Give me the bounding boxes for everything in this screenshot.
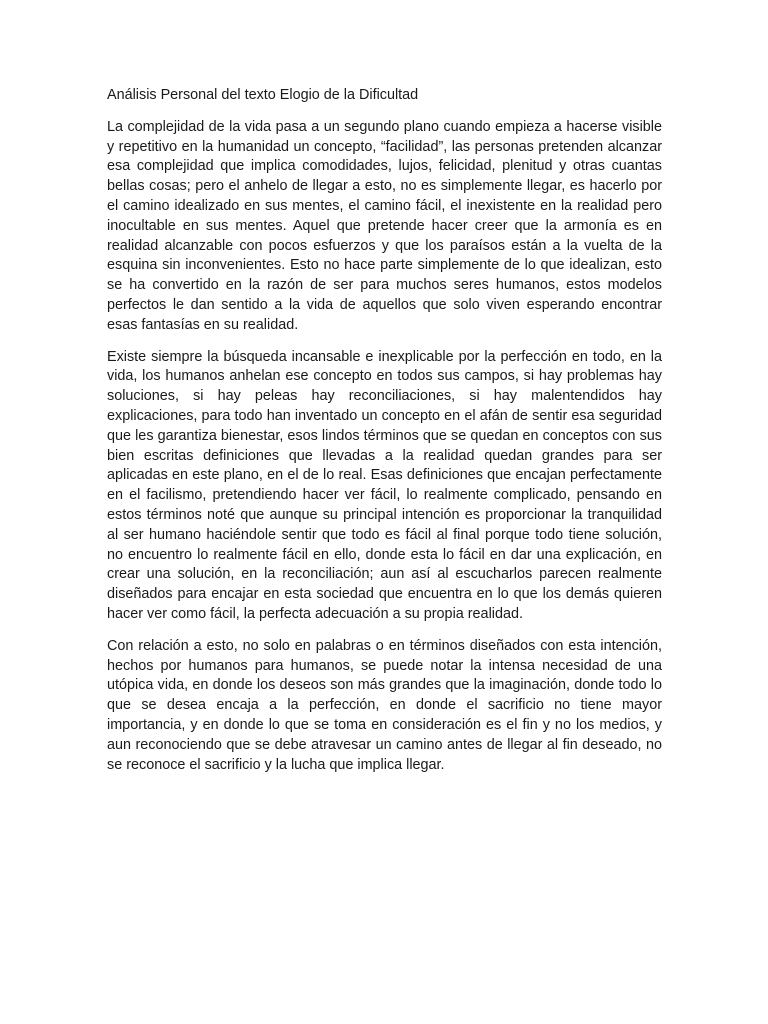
- paragraph-3: Con relación a esto, no solo en palabras o en términos diseñados con esta intención, hechos por humanos para humanos, se puede notar la intensa necesidad de una utópica vida, en donde los deseos son más grandes que la imaginación, donde todo lo que se desea encaja a la perfección, en donde el sacrificio no tiene mayor importancia, y en donde lo que se toma en consideración es el fin y no los medios, y aun reconociendo que se debe atravesar un camino antes de llegar al fin deseado, no se reconoce el sacrificio y la lucha que implica llegar.: [107, 637, 662, 773]
- document-page: [107, 86, 662, 787]
- paragraph-1: La complejidad de la vida pasa a un segundo plano cuando empieza a hacerse visible y repetitivo en la humanidad un concepto, “facilidad”, las personas pretenden alcanzar esa complejidad que implica comodidades, lujos, felicidad, plenitud y otras cuantas bellas cosas; pero el anhelo de llegar a esto, no es simplemente llegar, es hacerlo por el camino idealizado en sus mentes, el camino fácil, el inexistente en la realidad pero inocultable en sus mentes. Aquel que pretende hacer creer que la armonía es en realidad alcanzable con pocos esfuerzos y que los paraísos están a la vuelta de la esquina sin inconvenientes. Esto no hace parte simplemente de lo que idealizan, esto se ha convertido en la razón de ser para muchos seres humanos, estos modelos perfectos le dan sentido a la vida de aquellos que solo viven esperando encontrar esas fantasías en su realidad.: [107, 118, 662, 333]
- document-title: Análisis Personal del texto Elogio de la Dificultad: [107, 87, 419, 103]
- paragraph-2: Existe siempre la búsqueda incansable e inexplicable por la perfección en todo, en la vida, los humanos anhelan ese concepto en todos sus campos, si hay problemas hay soluciones, si hay peleas hay reconciliaciones, si hay malentendidos hay explicaciones, para todo han inventado un concepto en el afán de sentir esa seguridad que les garantiza bienestar, esos lindos términos que se quedan en conceptos con sus bien escritas definiciones que llevadas a la realidad quedan grandes para ser aplicadas en este plano, en el de lo real. Esas definiciones que encajan perfectamente en el facilismo, pretendiendo hacer ver fácil, lo realmente complicado, pensando en estos términos noté que aunque su principal intención es proporcionar la tranquilidad al ser humano haciéndole sentir que todo es fácil al final porque todo tiene solución, no encuentro lo realmente fácil en ello, donde esta lo fácil en dar una explicación, en crear una solución, en la reconciliación; aun así al escucharlos parecen realmente diseñados para encajar en esta sociedad que encuentra en lo que los demás quieren hacer ver como fácil, la perfecta adecuación a su propia realidad.: [107, 348, 662, 622]
